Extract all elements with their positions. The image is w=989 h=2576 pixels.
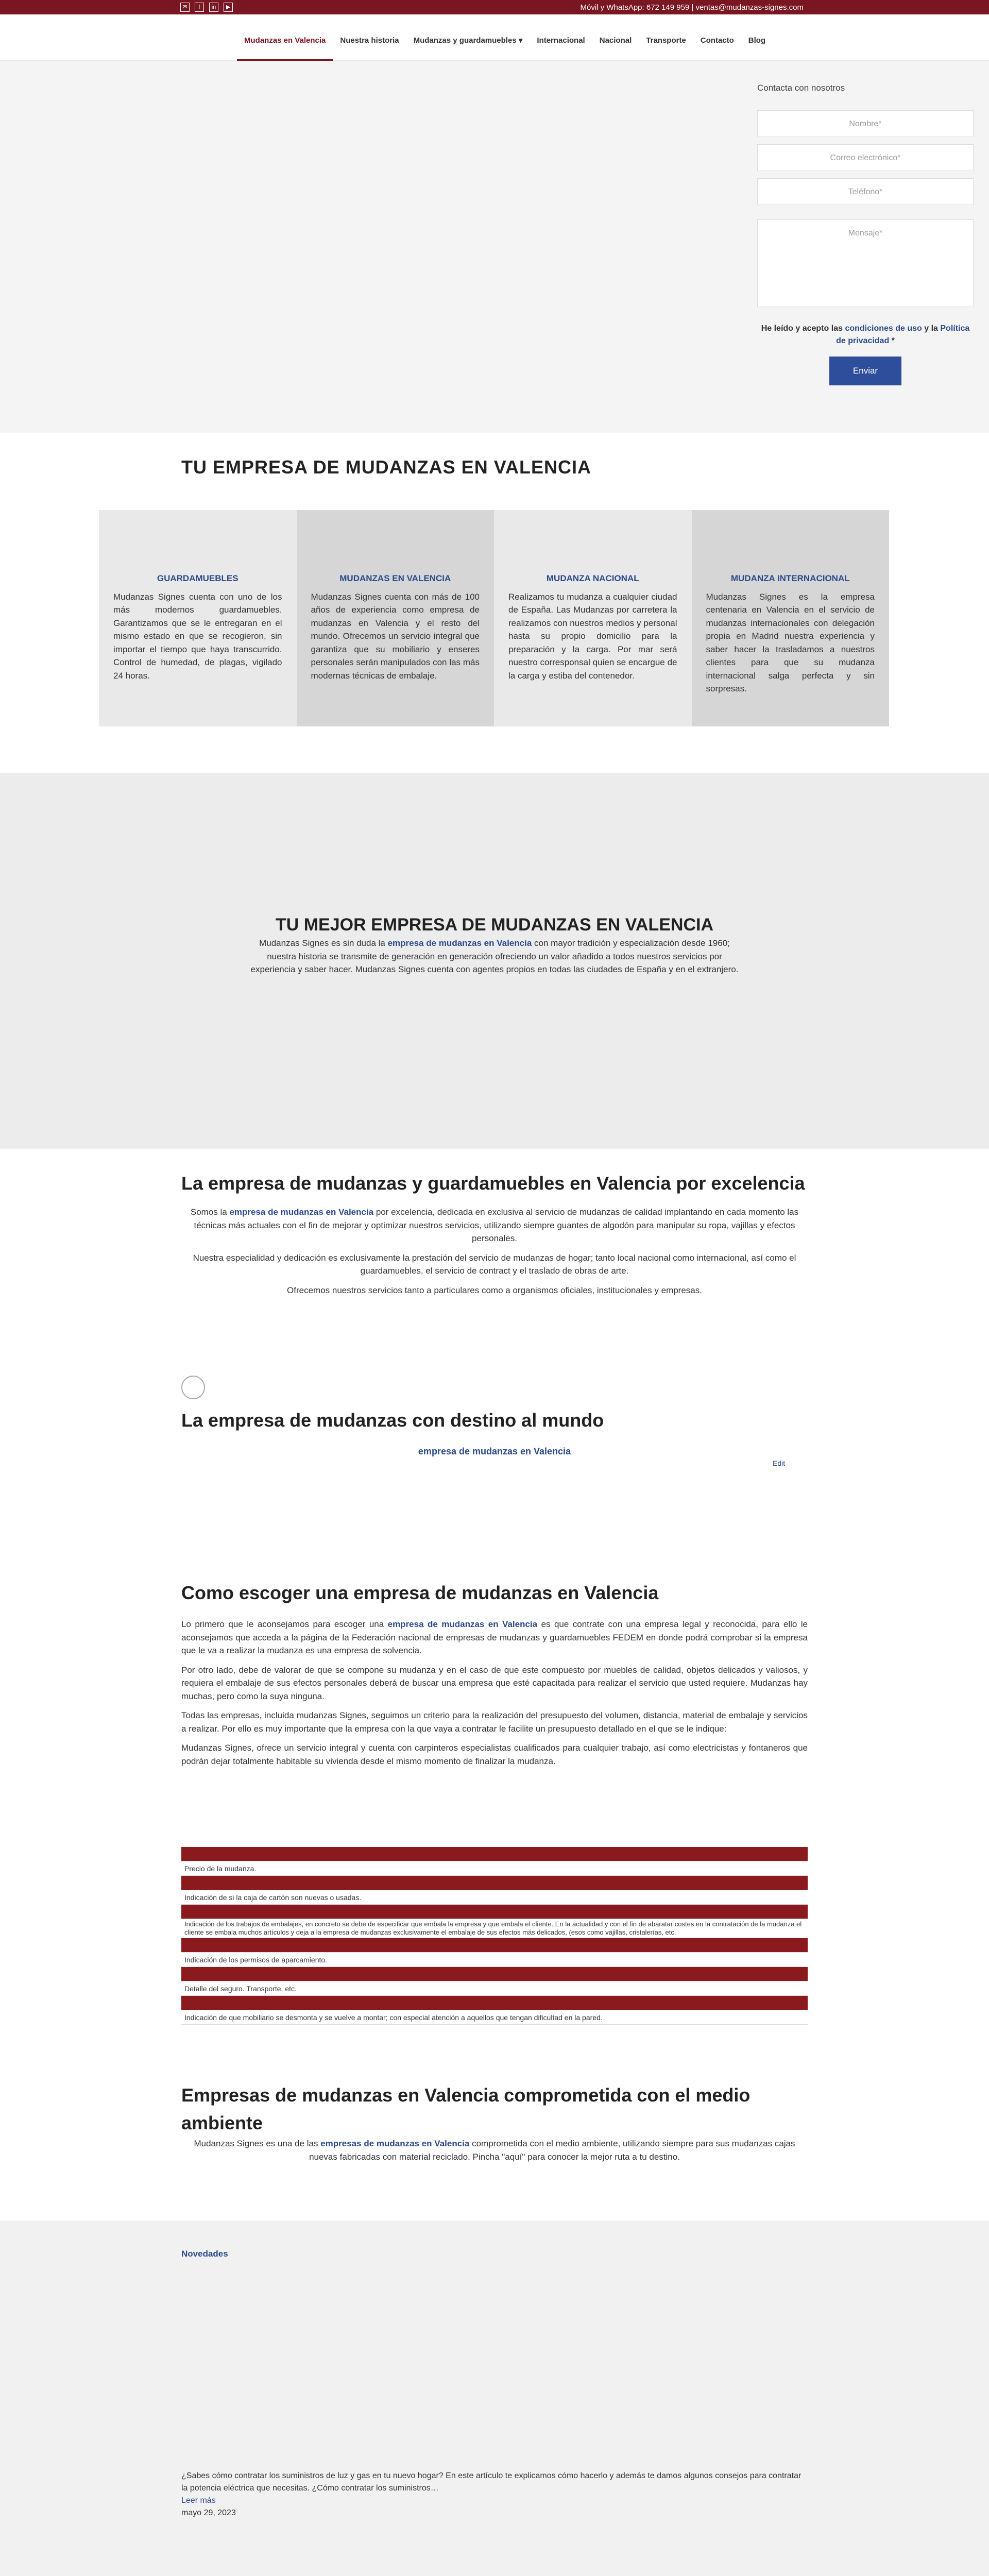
table-row: Detalle del seguro. Transporte, etc.	[181, 1981, 808, 1996]
escoger-p1-a: Lo primero que le aconsejamos para escoger una	[181, 1619, 388, 1629]
excel-p1-b: por excelencia, dedicada en exclusiva al servicio de mudanzas de calidad implantando en cada momento las técnicas más actuales con el fin de mejorar y optimizar nuestros servicios, utilizando siempre guantes de algodón para manipular su ropa, vajillas y efectos personales.	[194, 1207, 799, 1243]
globe-icon	[181, 1376, 205, 1399]
legal-text-c: *	[889, 336, 895, 345]
escoger-text	[181, 1618, 808, 1774]
nav-item-historia[interactable]: Nuestra historia	[340, 36, 399, 45]
budget-table	[181, 1847, 808, 2025]
card-text: Mudanzas Signes es la empresa centenaria en Valencia en el servicio de mudanzas internacionales con delegación propia en Madrid nuestra experiencia y saber hacer la trasladamos a nuestros clientes para que su mudanza internacional salga perfecta y sin sorpresas.	[706, 591, 875, 693]
main-nav	[0, 14, 989, 61]
contact-form	[757, 81, 974, 385]
escoger-p2: Por otro lado, debe de valorar de que se compone su mudanza y en el caso de que este compuesto por muebles de calidad, objetos delicados y valiosos, y requiera el embalaje de sus efectos personales deberá de buscar una empresa que esté capacitada para realizar el servicio que usted requiere. Mudanzas hay muchas, pero como la suya ninguna.	[181, 1665, 808, 1701]
youtube-icon[interactable]: ▶	[224, 3, 233, 12]
privacy-link[interactable]: Política de privacidad	[836, 324, 970, 345]
band-text-a: Mudanzas Signes es sin duda la	[259, 938, 388, 948]
excel-text	[181, 1206, 808, 1303]
medio-p	[181, 2137, 808, 2163]
card-mudanzas-valencia[interactable]	[297, 510, 494, 726]
message-field[interactable]: Mensaje*	[757, 219, 974, 307]
hero	[0, 61, 989, 433]
email-field[interactable]: Correo electrónico*	[757, 144, 974, 171]
band-text-b: con mayor tradición y especialización desde 1960; nuestra historia se transmite de generación en generación ofreciendo un valor añadido a todos nuestros servicios por experiencia y saber hacer. Mudanzas Signes cuenta con agentes propios en todas las ciudades de España y en el extranjero.	[250, 938, 739, 974]
name-field[interactable]: Nombre*	[757, 110, 974, 137]
band-title: TU MEJOR EMPRESA DE MUDANZAS EN VALENCIA	[275, 915, 714, 935]
card-title: GUARDAMUEBLES	[157, 573, 238, 583]
escoger-p4: Mudanzas Signes, ofrece un servicio integral y cuenta con carpinteros especialistas cualificados para cualquier trabajo, así como electricistas y fontaneros que podrán dejar totalmente habitable su vivienda desde el mismo momento de finalizar la mudanza.	[181, 1743, 808, 1766]
form-title: Contacta con nosotros	[757, 83, 845, 93]
table-row	[181, 1876, 808, 1890]
escoger-p1-bold: empresa de mudanzas en Valencia	[387, 1619, 538, 1629]
table-row	[181, 1847, 808, 1861]
mail-icon[interactable]: ✉	[180, 3, 190, 12]
table-row	[181, 1905, 808, 1919]
intro-title: TU EMPRESA DE MUDANZAS EN VALENCIA	[181, 456, 592, 478]
service-cards	[99, 510, 889, 726]
nav-item-internacional[interactable]: Internacional	[537, 36, 585, 45]
excel-p3: Ofrecemos nuestros servicios tanto a particulares como a organismos oficiales, institucionales y empresas.	[287, 1285, 702, 1295]
news-label: Novedades	[181, 2249, 228, 2259]
send-button[interactable]: Enviar	[829, 357, 901, 385]
band-text	[247, 937, 742, 976]
card-title: MUDANZA INTERNACIONAL	[730, 573, 850, 583]
table-row	[181, 1996, 808, 2010]
escoger-p1	[181, 1618, 808, 1657]
nav-item-blog[interactable]: Blog	[748, 36, 766, 45]
card-title: MUDANZA NACIONAL	[546, 573, 639, 583]
table-row: Indicación de los permisos de aparcamiento.	[181, 1953, 808, 1967]
table-row: Precio de la mudanza.	[181, 1861, 808, 1876]
best-company-band	[0, 773, 989, 1149]
card-guardamuebles[interactable]	[99, 510, 297, 726]
band-text-bold: empresa de mudanzas en Valencia	[387, 938, 532, 948]
news-post	[181, 2470, 808, 2519]
post-excerpt: ¿Sabes cómo contratar los suministros de luz y gas en tu nuevo hogar? En este artículo te explicamos cómo hacerlo y además te damos algunos consejos para contratar la potencia eléctrica que necesitas. ¿Cómo contratar los suministros…	[181, 2471, 802, 2493]
legal-consent[interactable]	[757, 323, 974, 347]
table-row: Indicación de los trabajos de embalajes, en concreto se debe de especificar que embala la empresa y que embala el cliente. En la actualidad y con el fin de abaratar costes en la contratación de la mudanza el cliente se embala muchos artículos y deja a la empresa de mudanzas exclusivamente el embalaje de sus efectos más delicados, (esos como vajillas, cristalerías, etc.	[181, 1919, 808, 1938]
table-row	[181, 1967, 808, 1981]
excel-p1-bold: empresa de mudanzas en Valencia	[229, 1207, 374, 1217]
excel-p2: Nuestra especialidad y dedicación es exclusivamente la prestación del servicio de mudanzas de hogar; tanto local nacional como internacional, así como el guardamuebles, el servicio de contract y el traslado de obras de arte.	[193, 1252, 796, 1276]
table-row: Indicación de que mobiliario se desmonta y se vuelve a montar; con especial atención a aquellos que tengan dificultad en la pared.	[181, 2010, 808, 2025]
medio-title: Empresas de mudanzas en Valencia comprometida con el medio ambiente	[181, 2084, 751, 2133]
escoger-title: Como escoger una empresa de mudanzas en Valencia	[181, 1582, 659, 1603]
nav-item-mudanzas-valencia[interactable]: Mudanzas en Valencia	[237, 31, 333, 61]
medio-text-a: Mudanzas Signes es una de las	[194, 2139, 321, 2148]
excel-p1-a: Somos la	[190, 1207, 230, 1217]
nav-item-guardamuebles[interactable]: Mudanzas y guardamuebles ▾	[413, 36, 523, 45]
escoger-p3: Todas las empresas, incluida mudanzas Signes, seguimos un criterio para la realización del presupuesto del volumen, distancia, material de embalaje y servicios a realizar. Por ello es muy importante que la empresa con la que vaya a contratar le facilite un presupuesto detallado en el que se le indique:	[181, 1710, 808, 1734]
legal-text-a: He leído y acepto las	[761, 324, 845, 333]
nav-item-nacional[interactable]: Nacional	[599, 36, 632, 45]
read-more-link[interactable]: Leer más	[181, 2496, 216, 2505]
card-text: Mudanzas Signes cuenta con más de 100 años de experiencia como empresa de mudanzas en Valencia y el resto del mundo. Ofrecemos un servicio integral que garantiza que su mobiliario y enseres personales serán manipulados con las más modernas técnicas de embalaje.	[311, 591, 480, 681]
card-mudanza-nacional[interactable]	[494, 510, 692, 726]
medio-text-b: comprometida con el medio ambiente, utilizando siempre para sus mudanzas cajas nuevas fabricadas con material reciclado. Pincha "aquí" para conocer la mejor ruta a tu destino.	[309, 2139, 795, 2162]
excel-p1	[181, 1206, 808, 1245]
medio-text-bold: empresas de mudanzas en Valencia	[320, 2139, 470, 2148]
top-bar	[0, 0, 989, 14]
legal-text-b: y la	[922, 324, 941, 333]
excel-title: La empresa de mudanzas y guardamuebles en Valencia por excelencia	[181, 1173, 805, 1194]
news-section	[0, 2221, 989, 2576]
post-date: mayo 29, 2023	[181, 2509, 236, 2517]
facebook-icon[interactable]: f	[195, 3, 204, 12]
linkedin-icon[interactable]: in	[209, 3, 218, 12]
nav-item-contacto[interactable]: Contacto	[700, 36, 734, 45]
card-text: Mudanzas Signes cuenta con uno de los más modernos guardamuebles. Garantizamos que se le entregaran en el mismo estado en que se recogieron, sin importar el tiempo que haya transcurrido. Control de humedad, de plagas, vigilado 24 horas.	[113, 591, 282, 681]
table-row: Indicación de si la caja de cartón son nuevas o usadas.	[181, 1890, 808, 1905]
destino-edit-link[interactable]: Edit	[773, 1459, 786, 1467]
phone-field[interactable]: Teléfono*	[757, 178, 974, 205]
terms-link[interactable]: condiciones de uso	[845, 324, 922, 333]
nav-item-transporte[interactable]: Transporte	[646, 36, 686, 45]
escoger-p1-b: es que contrate con una empresa legal y reconocida, para ello le aconsejamos que acceda a la página de la Federación nacional de empresas de mudanzas y guardamuebles FEDEM en donde podrá comprobar si la empresa que le va a realizar la mudanza es una empresa de solvencia.	[181, 1619, 808, 1655]
card-text: Realizamos tu mudanza a cualquier ciudad de España. Las Mudanzas por carretera la realizamos con nuestros medios y personal hasta su propio domicilio para la preparación y la carga. Por mar será nuestro corresponsal quien se encargue de la carga y estiba del contenedor.	[508, 591, 677, 681]
card-mudanza-internacional[interactable]	[692, 510, 890, 726]
social-icons	[180, 3, 233, 12]
card-title: MUDANZAS EN VALENCIA	[339, 573, 451, 583]
top-contact[interactable]: Móvil y WhatsApp: 672 149 959 | ventas@mudanzas-signes.com	[580, 3, 804, 12]
table-row	[181, 1938, 808, 1953]
destino-link[interactable]: empresa de mudanzas en Valencia	[418, 1446, 571, 1456]
destino-title: La empresa de mudanzas con destino al mundo	[181, 1410, 604, 1431]
medio-text	[181, 2137, 808, 2170]
